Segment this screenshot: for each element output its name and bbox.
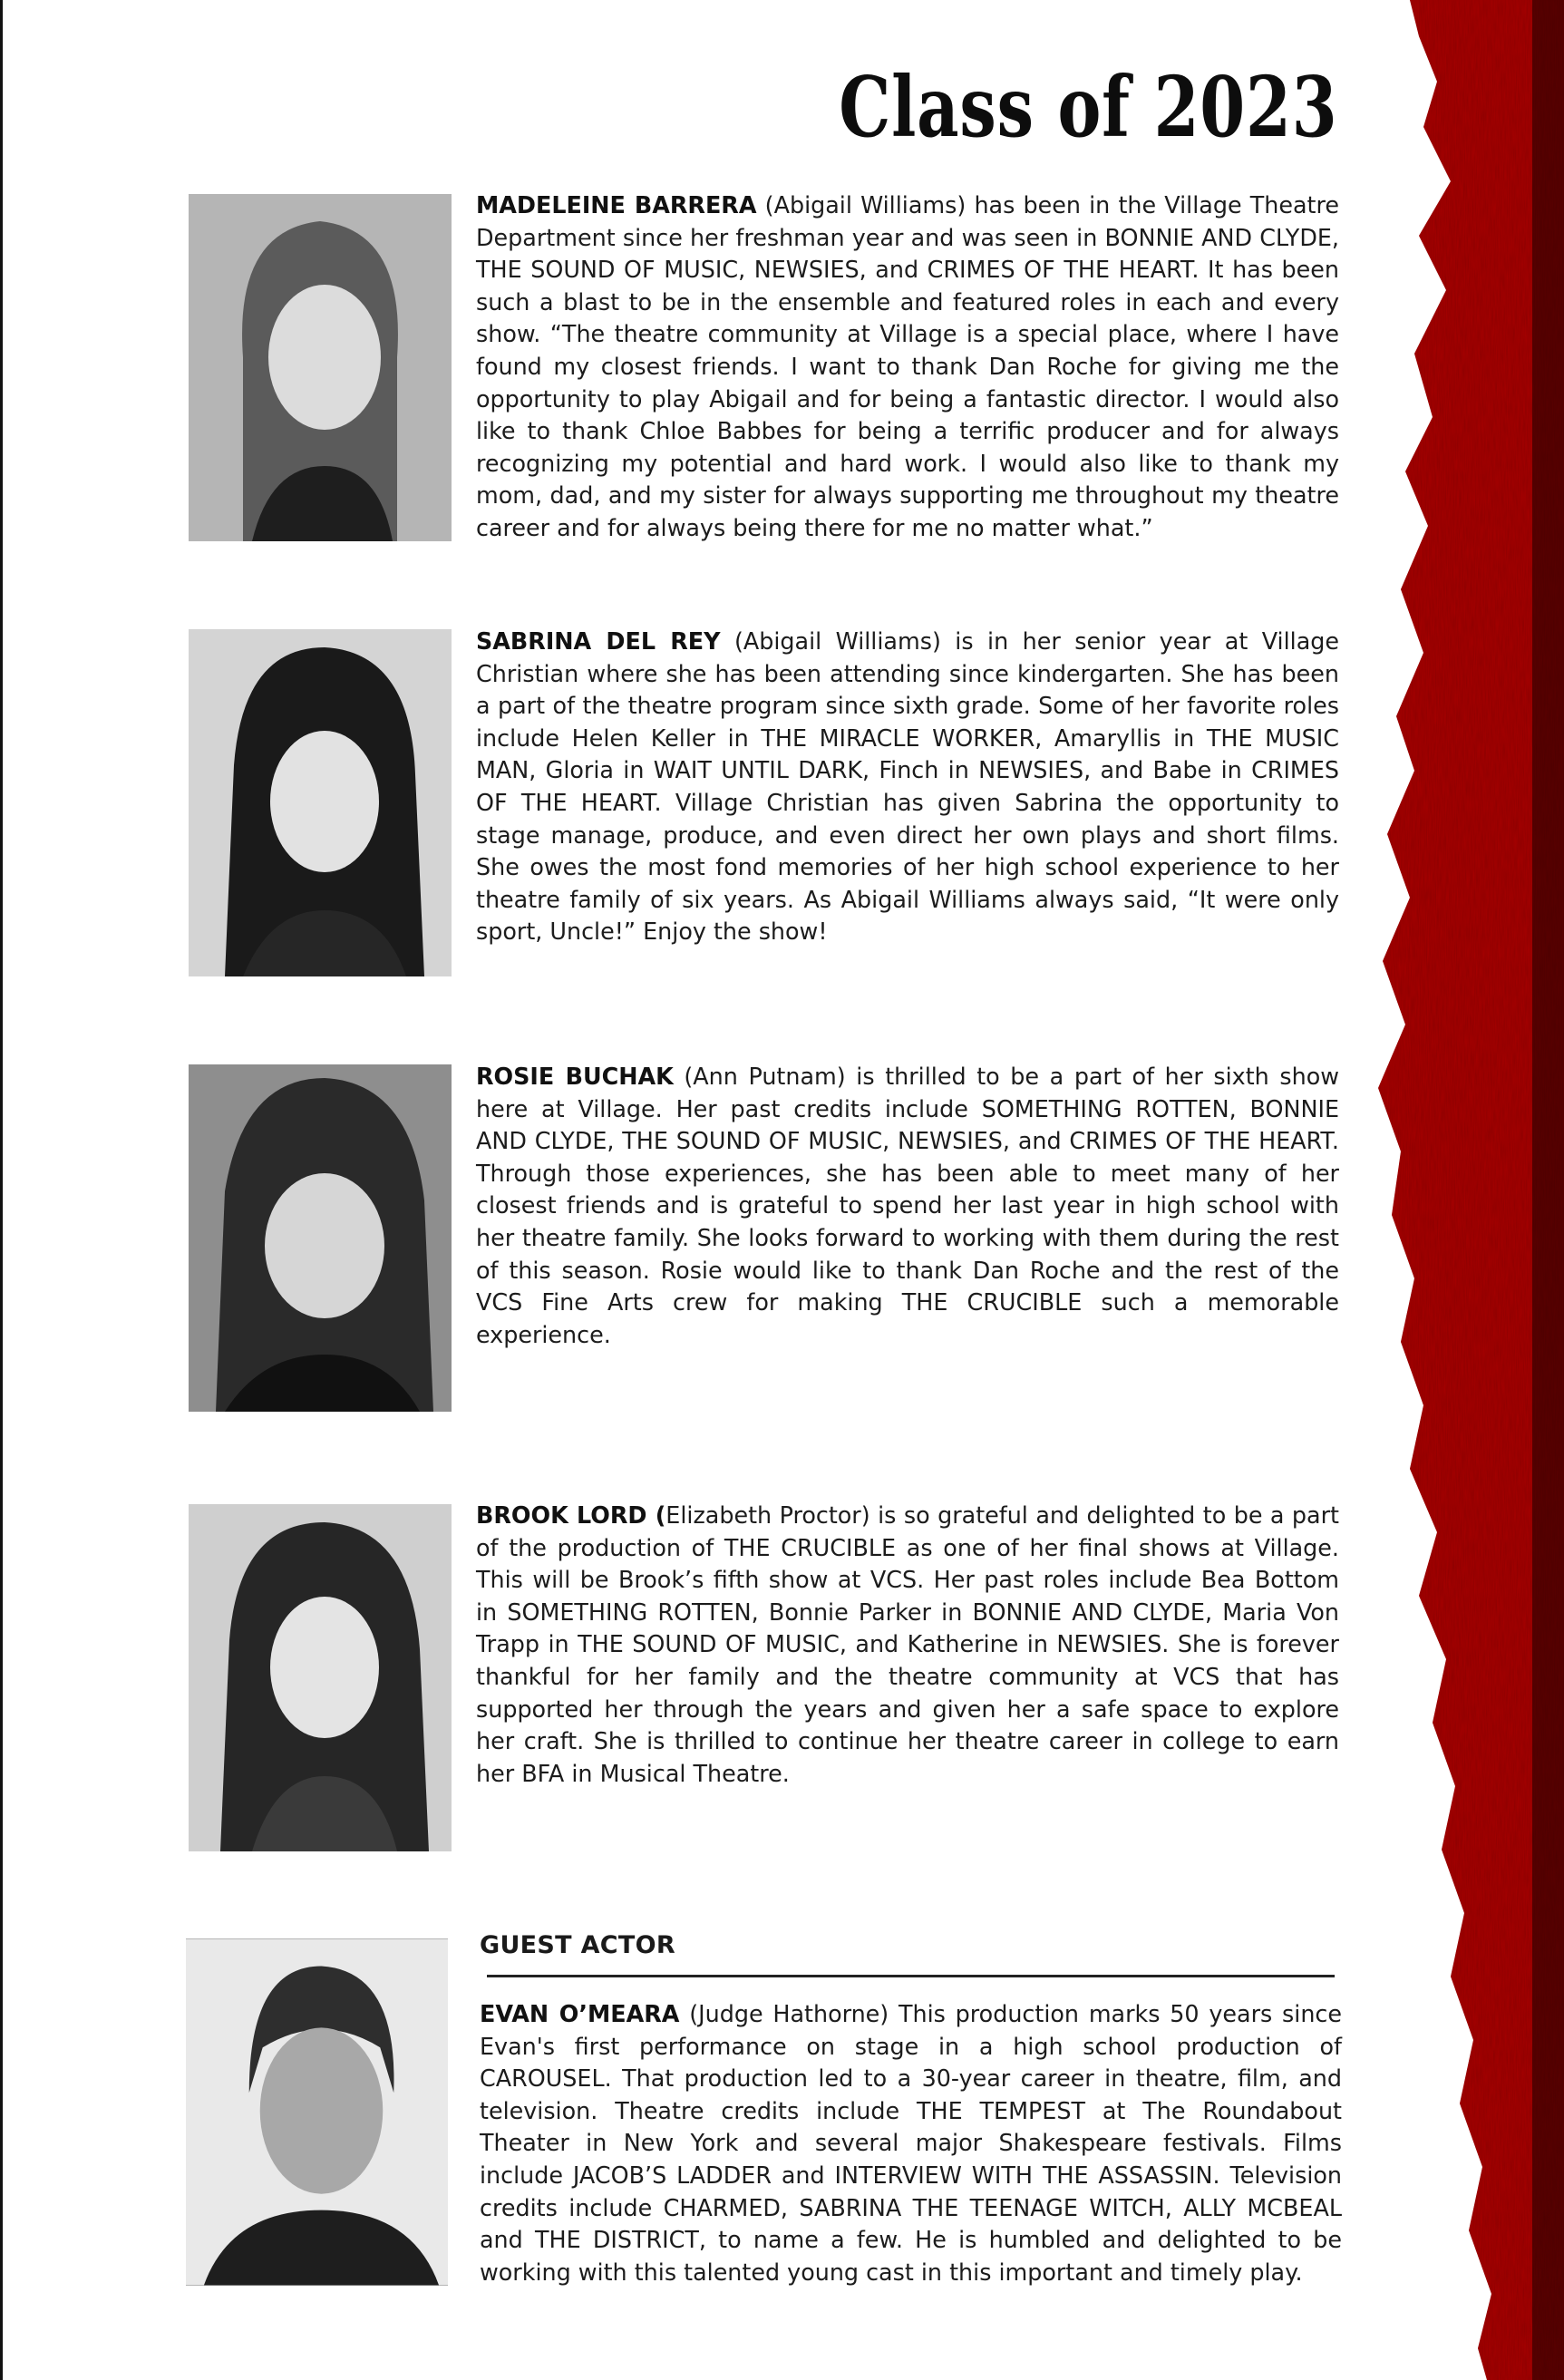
guest-divider — [487, 1975, 1335, 1977]
bio-paragraph — [476, 626, 1339, 948]
bio-text: (Judge Hathorne) This production marks 50 years since Evan's first performance on stage in a high school production of CAROUSEL. That production led to a 30-year career in theatre, film, and television. Theatre credits include THE TEMPEST at The Roundabout Theater in New York and several major Shakespeare festivals. Films include JACOB’S LADDER and INTERVIEW WITH THE ASSASSIN. Television credits include CHARMED, SABRINA THE TEENAGE WITCH, ALLY MCBEAL and THE DISTRICT, to name a few. He is humbled and delighted to be working with this talented young cast in this important and timely play. — [480, 2000, 1342, 2286]
bio-paragraph — [476, 189, 1339, 545]
headshot-photo — [186, 1938, 448, 2286]
bio-name: MADELEINE BARRERA — [476, 191, 757, 219]
bio-name: EVAN O’MEARA — [480, 2000, 680, 2027]
headshot-photo — [189, 1064, 452, 1412]
page-border — [0, 0, 3, 2380]
bio-paragraph — [476, 1500, 1339, 1790]
bio-text: (Ann Putnam) is thrilled to be a part of her sixth show here at Village. Her past credits include SOMETHING ROTTEN, BONNIE AND CLYDE, THE SOUND OF MUSIC, NEWSIES, and CRIMES OF THE HEART. Through those experiences, she has been able to meet many of her closest friends and is grateful to spend her last year in high school with her theatre family. She looks forward to working with them during the rest of this season. Rosie would like to thank Dan Roche and the rest of the VCS Fine Arts crew for making THE CRUCIBLE such a memorable experience. — [476, 1063, 1339, 1348]
bio-paragraph — [480, 1998, 1342, 2288]
headshot-photo — [189, 194, 452, 541]
bio-name: ROSIE BUCHAK — [476, 1063, 674, 1090]
bio-text: (Abigail Williams) has been in the Village Theatre Department since her freshman year and was seen in BONNIE AND CLYDE, THE SOUND OF MUSIC, NEWSIES, and CRIMES OF THE HEART. It has been such a blast to be in the ensemble and featured roles in each and every show. “The theatre community at Village is a special place, where I have found my closest friends. I want to thank Dan Roche for giving me the opportunity to play Abigail and for being a fantastic director. I would also like to thank Chloe Babbes for being a terrific producer and for always recognizing my potential and hard work. I would also like to thank my mom, dad, and my sister for always supporting me throughout my theatre career and for always being there for me no matter what.” — [476, 191, 1339, 541]
bio-name: BROOK LORD ( — [476, 1501, 666, 1529]
bio-text: (Abigail Williams) is in her senior year at Village Christian where she has been attending since kindergarten. She has been a part of the theatre program since sixth grade. Some of her favorite roles include Helen Keller in THE MIRACLE WORKER, Amaryllis in THE MUSIC MAN, Gloria in WAIT UNTIL DARK, Finch in NEWSIES, and Babe in CRIMES OF THE HEART. Village Christian has given Sabrina the opportunity to stage manage, produce, and even direct her own plays and short films. She owes the most fond memories of her high school experience to her theatre family of six years. As Abigail Williams always said, “It were only sport, Uncle!” Enjoy the show! — [476, 627, 1339, 946]
page-title: Class of 2023 — [838, 58, 1337, 156]
bio-name: SABRINA DEL REY — [476, 627, 721, 655]
guest-actor-heading: GUEST ACTOR — [480, 1931, 675, 1959]
headshot-photo — [189, 629, 452, 976]
headshot-photo — [189, 1504, 452, 1851]
bio-paragraph — [476, 1061, 1339, 1351]
bio-text: Elizabeth Proctor) is so grateful and delighted to be a part of the production of THE CRUCIBLE as one of her final shows at Village. This will be Brook’s fifth show at VCS. Her past roles include Bea Bottom in SOMETHING ROTTEN, Bonnie Parker in BONNIE AND CLYDE, Maria Von Trapp in THE SOUND OF MUSIC, and Katherine in NEWSIES. She is forever thankful for her family and the theatre community at VCS that has supported her through the years and given her a safe space to explore her craft. She is thrilled to continue her theatre career in college to earn her BFA in Musical Theatre. — [476, 1501, 1339, 1787]
